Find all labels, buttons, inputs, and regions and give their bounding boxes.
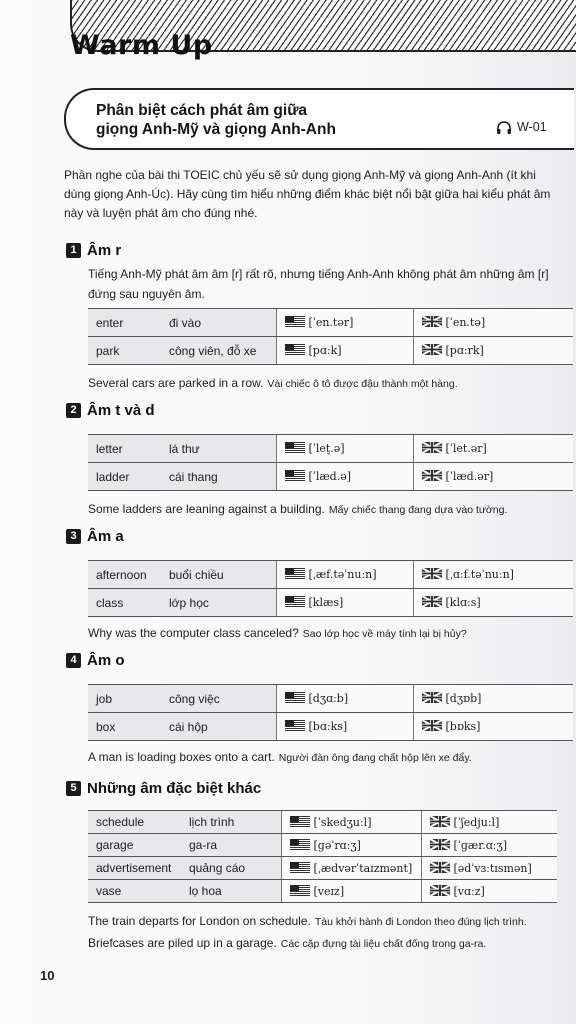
us-flag-icon — [290, 862, 310, 873]
us-flag-icon — [285, 470, 305, 481]
table-row: schedule lịch trình [ˈskedʒuːl] [ˈʃedjuːl] — [88, 811, 557, 834]
section-number: 4 — [66, 653, 81, 668]
section-2-table — [88, 434, 573, 491]
page-title: Warm Up — [70, 30, 213, 61]
section-3-heading: 3 Âm a — [66, 528, 124, 545]
table-row: vase lọ hoa [veɪz] [vɑːz] — [88, 880, 557, 903]
section-3-table — [88, 560, 573, 617]
section-1-example: Several cars are parked in a row. Vài chiếc ô tô được đậu thành một hàng. — [88, 376, 458, 390]
us-flag-icon — [285, 568, 305, 579]
table-row: enter đi vào [ˈen.tər] [ˈen.tə] — [88, 309, 573, 337]
table-row: job công việc [dʒɑːb] [dʒɒb] — [88, 685, 573, 713]
uk-flag-icon — [430, 816, 450, 827]
uk-flag-icon — [422, 442, 442, 453]
us-flag-icon — [285, 344, 305, 355]
section-4-table — [88, 684, 573, 741]
us-flag-icon — [285, 692, 305, 703]
uk-flag-icon — [422, 344, 442, 355]
page-number: 10 — [40, 968, 55, 983]
table-row: class lớp học [klæs] [klɑːs] — [88, 589, 573, 617]
topic-title: Phân biệt cách phát âm giữa giọng Anh-Mỹ và giọng Anh-Anh — [96, 102, 336, 138]
intro-paragraph: Phần nghe của bài thi TOEIC chủ yếu sẽ sử dụng giọng Anh-Mỹ và giọng Anh-Anh (ít khi dùng giọng Anh-Úc). Hãy cùng tìm hiểu những điểm khác biệt nổi bật giữa hai kiểu phát âm này và luyện phát âm cho đúng nhé. — [64, 168, 551, 220]
section-number: 5 — [66, 781, 81, 796]
section-4-heading: 4 Âm o — [66, 652, 125, 669]
table-row: box cái hộp [bɑːks] [bɒks] — [88, 713, 573, 741]
uk-flag-icon — [430, 885, 450, 896]
section-2-heading: 2 Âm t và d — [66, 402, 155, 419]
topic-box — [64, 88, 574, 150]
table-row: park công viên, đỗ xe [pɑːk] [pɑːrk] — [88, 337, 573, 365]
us-flag-icon — [290, 885, 310, 896]
uk-flag-icon — [430, 862, 450, 873]
uk-flag-icon — [422, 596, 442, 607]
section-1-heading: 1 Âm r — [66, 242, 121, 259]
us-flag-icon — [285, 316, 305, 327]
uk-flag-icon — [430, 839, 450, 850]
section-3-example: Why was the computer class canceled? Sao lớp học về máy tính lại bị hủy? — [88, 626, 467, 640]
us-flag-icon — [290, 816, 310, 827]
section-4-example: A man is loading boxes onto a cart. Người đàn ông đang chất hộp lên xe đẩy. — [88, 750, 472, 764]
uk-flag-icon — [422, 692, 442, 703]
table-row: ladder cái thang [ˈlæd.ə] [ˈlæd.ər] — [88, 463, 573, 491]
table-row: afternoon buổi chiều [ˌæf.təˈnuːn] [ˌɑːf.təˈnuːn] — [88, 561, 573, 589]
table-row: garage ga-ra [ɡəˈrɑːʒ] [ˈɡær.ɑːʒ] — [88, 834, 557, 857]
section-number: 2 — [66, 403, 81, 418]
uk-flag-icon — [422, 316, 442, 327]
table-row: letter lá thư [ˈlet̬.ə] [ˈlet.ər] — [88, 435, 573, 463]
us-flag-icon — [285, 442, 305, 453]
section-number: 1 — [66, 243, 81, 258]
section-1-paragraph: Tiếng Anh-Mỹ phát âm âm [r] rất rõ, nhưng tiếng Anh-Anh không phát âm những âm [r] đứng sau nguyên âm. — [88, 267, 549, 301]
section-1-table — [88, 308, 573, 365]
uk-flag-icon — [422, 720, 442, 731]
section-5-heading: 5 Những âm đặc biệt khác — [66, 780, 261, 797]
us-flag-icon — [285, 720, 305, 731]
uk-flag-icon — [422, 470, 442, 481]
table-row: advertisement quảng cáo [ˌædvərˈtaɪzmənt] [ədˈvɜːtɪsmən] — [88, 857, 557, 880]
section-5-example-1: The train departs for London on schedule. Tàu khởi hành đi London theo đúng lịch trình. — [88, 914, 527, 928]
section-number: 3 — [66, 529, 81, 544]
audio-track[interactable] — [496, 120, 547, 134]
section-5-example-2: Briefcases are piled up in a garage. Các cặp đựng tài liệu chất đống trong ga-ra. — [88, 936, 487, 950]
headphones-icon — [496, 120, 512, 134]
uk-flag-icon — [422, 568, 442, 579]
section-2-example: Some ladders are leaning against a building. Mấy chiếc thang đang dựa vào tường. — [88, 502, 508, 516]
audio-track-label: W-01 — [517, 120, 547, 134]
us-flag-icon — [290, 839, 310, 850]
us-flag-icon — [285, 596, 305, 607]
section-5-table — [88, 810, 557, 903]
